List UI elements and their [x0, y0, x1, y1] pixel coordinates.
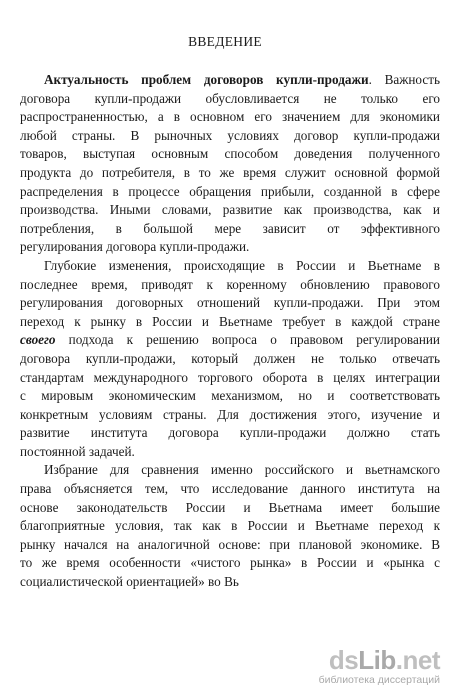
text-line: развитие института договора купли-продажи должно стать: [20, 425, 440, 441]
text-line: товаров, выступая основным способом доведения полученного: [20, 146, 440, 162]
paragraph-3: [20, 461, 440, 591]
lead-heading: Актуальность проблем договоров купли-продажи: [44, 72, 369, 87]
dslib-watermark: [280, 647, 440, 687]
text-line: социалистической ориентацией» во Вь: [20, 574, 239, 590]
text-line: договора купли-продажи обусловливается не только его: [20, 90, 440, 106]
text-line: конкретным условиям страны. Для достижения этого, изучение и: [20, 406, 440, 422]
text-line: переход к рынку в России и Вьетнаме требует в каждой стране: [20, 313, 440, 329]
text-line: то же время особенности «чистого рынка» в России и «рынка с: [20, 555, 440, 571]
emphasis-word: своего: [20, 332, 56, 348]
text-line: продукта до потребителя, в то же время служит основной формой: [20, 164, 440, 180]
text-line: распространенностью, а в основном его значением для экономики: [20, 109, 440, 125]
text-line: основе законодательств России и Вьетнама имеет большие: [20, 499, 440, 515]
text-line: благоприятные условия, так как в России и Вьетнаме переход к: [20, 518, 440, 534]
text-line: потребления, в большой мере зависит от эффективного: [20, 220, 440, 236]
text-fragment: подхода к решению вопроса о правовом регулировании: [55, 332, 440, 348]
dslib-logo: [329, 647, 440, 673]
logo-part: ds: [328, 645, 359, 675]
text-fragment: . Важность: [368, 72, 440, 87]
text-line: последнее время, приводят к коренному обновлению правового: [20, 276, 440, 292]
text-line: стандартам международного торгового оборота в целях интеграции: [20, 369, 440, 385]
paragraph-1: [20, 71, 440, 257]
text-line: рынку начался на аналогичной основе: при плановой экономике. В: [20, 536, 440, 552]
text-line: права объясняется тем, что исследование данного института на: [20, 481, 440, 497]
logo-part: Lib: [358, 645, 396, 675]
text-line: производства. Иными словами, развитие как производства, как и: [20, 202, 440, 218]
text-line: [20, 331, 440, 350]
text-line: с мировым экономическим механизмом, но и соответствовать: [20, 388, 440, 404]
text-line: регулирования договорных отношений купли-продажи. При этом: [20, 295, 440, 311]
page-title: ВВЕДЕНИЕ: [188, 34, 262, 49]
text-line: Глубокие изменения, происходящие в России и Вьетнаме в: [44, 257, 440, 273]
text-line: [20, 71, 440, 90]
paragraph-2: [20, 257, 440, 462]
logo-part: .net: [395, 645, 440, 675]
text-line: постоянной задачей.: [20, 443, 135, 459]
text-line: регулирования договора купли-продажи.: [20, 239, 250, 255]
text-line: Избрание для сравнения именно российского и вьетнамского: [44, 462, 440, 478]
watermark-subtitle: библиотека диссертаций: [318, 674, 440, 686]
document-body: [20, 71, 440, 592]
text-line: распределения в процессе обращения прибыли, созданной в сфере: [20, 183, 440, 199]
text-line: договора купли-продажи, который должен не только отвечать: [20, 350, 440, 366]
text-line: любой страны. В рыночных условиях договор купли-продажи: [20, 127, 440, 143]
